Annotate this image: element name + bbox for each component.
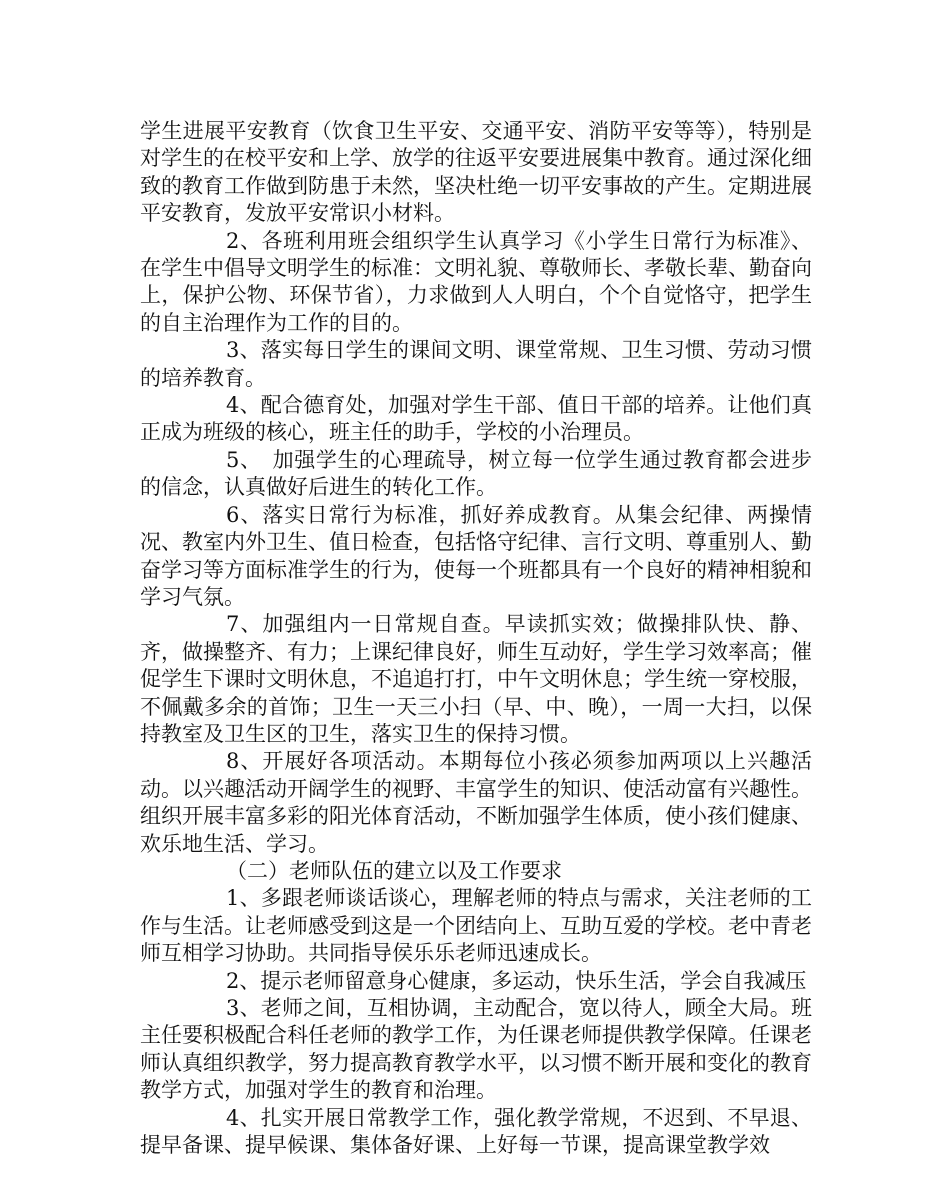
paragraph-teacher-item-1: 1、多跟老师谈话谈心，理解老师的特点与需求，关注老师的工作与生活。让老师感受到这是一个团结向上、互助互爱的学校。老中青老师互相学习协助。共同指导侯乐乐老师迅速成长。 [140,886,812,966]
document-body [140,118,812,1159]
paragraph-item-7: 7、加强组内一日常规自查。早读抓实效；做操排队快、静、齐，做操整齐、有力；上课纪律良好，师生互动好，学生学习效率高；催促学生下课时文明休息，不追追打打，中午文明休息；学生统一穿校服，不佩戴多余的首饰；卫生一天三小扫（早、中、晚），一周一大扫，以保持教室及卫生区的卫生，落实卫生的保持习惯。 [140,612,812,746]
paragraph-teacher-item-2: 2、提示老师留意身心健康，多运动，快乐生活，学会自我减压 [226,968,807,993]
paragraph-item-6: 6、落实日常行为标准，抓好养成教育。从集会纪律、两操情况、教室内外卫生、值日检查，包括恪守纪律、言行文明、尊重别人、勤奋学习等方面标准学生的行为，使每一个班都具有一个良好的精神相貌和学习气氛。 [140,502,812,609]
paragraph-item-5: 5、 加强学生的心理疏导，树立每一位学生通过教育都会进步的信念，认真做好后进生的转化工作。 [140,447,812,500]
paragraph-teacher-item-4: 4、扎实开展日常教学工作，强化教学常规，不迟到、不早退、提早备课、提早候课、集体备好课、上好每一节课，提高课堂教学效 [140,1105,812,1158]
paragraph-teacher-item-3: 3、老师之间，互相协调，主动配合，宽以待人，顾全大局。班主任要积极配合科任老师的教学工作，为任课老师提供教学保障。任课老师认真组织教学，努力提高教育教学水平，以习惯不断开展和变化的教育教学方式，加强对学生的教育和治理。 [140,996,812,1103]
paragraph-item-2: 2、各班利用班会组织学生认真学习《小学生日常行为标准》、在学生中倡导文明学生的标准：文明礼貌、尊敬师长、孝敬长辈、勤奋向上，保护公物、环保节省），力求做到人人明白，个个自觉恪守，把学生的自主治理作为工作的目的。 [140,228,812,335]
paragraph-item-3: 3、落实每日学生的课间文明、课堂常规、卫生习惯、劳动习惯的培养教育。 [140,338,812,390]
paragraph-safety-education: 学生进展平安教育（饮食卫生平安、交通平安、消防平安等等），特别是对学生的在校平安和上学、放学的往返平安要进展集中教育。通过深化细致的教育工作做到防患于未然，坚决杜绝一切平安事故的产生。定期进展平安教育，发放平安常识小材料。 [140,119,812,226]
paragraph-item-8: 8、开展好各项活动。本期每位小孩必须参加两项以上兴趣活动。以兴趣活动开阔学生的视野、丰富学生的知识、使活动富有兴趣性。组织开展丰富多彩的阳光体育活动，不断加强学生体质，使小孩们健康、欢乐地生活、学习。 [140,749,812,856]
paragraph-item-4: 4、配合德育处，加强对学生干部、值日干部的培养。让他们真正成为班级的核心，班主任的助手，学校的小治理员。 [140,393,812,445]
section-heading-teacher-team: （二）老师队伍的建立以及工作要求 [226,858,562,883]
